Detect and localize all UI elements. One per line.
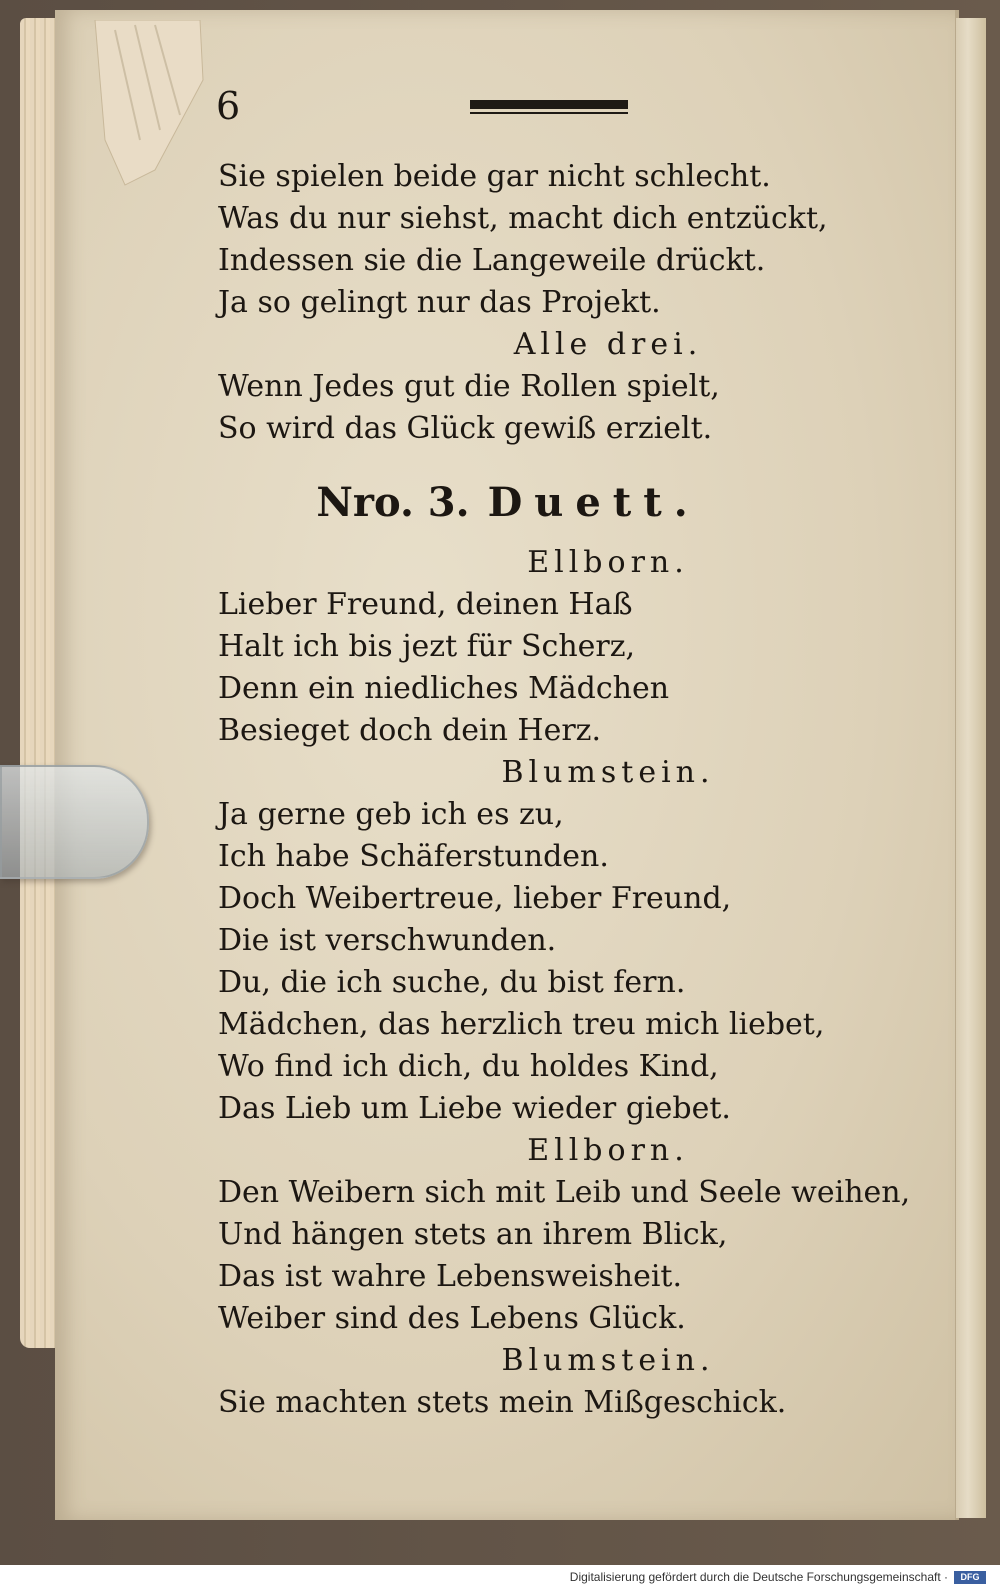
verse-line: Den Weibern sich mit Leib und Seele weihen, <box>218 1175 911 1210</box>
speaker-label: Alle drei. <box>513 327 703 362</box>
dfg-logo: DFG <box>954 1571 986 1584</box>
verse-line: Besieget doch dein Herz. <box>218 713 602 748</box>
page-number: 6 <box>216 84 241 128</box>
speaker-label: Blumstein. <box>501 1343 715 1378</box>
verse-line: Denn ein niedliches Mädchen <box>218 671 670 706</box>
speaker-label: Ellborn. <box>527 545 689 580</box>
verse-line: Sie machten stets mein Mißgeschick. <box>218 1385 787 1420</box>
verse-line: Was du nur siehst, macht dich entzückt, <box>218 201 828 236</box>
verse-line: So wird das Glück gewiß erzielt. <box>218 411 713 446</box>
heading-number: Nro. 3. <box>316 479 470 526</box>
folded-corner <box>85 20 205 190</box>
speaker-label: Blumstein. <box>501 755 715 790</box>
verse-line: Weiber sind des Lebens Glück. <box>218 1301 686 1336</box>
verse-line: Ja gerne geb ich es zu, <box>218 797 564 832</box>
verse-line: Doch Weibertreue, lieber Freund, <box>218 881 732 916</box>
verse-line: Sie spielen beide gar nicht schlecht. <box>218 159 771 194</box>
text-block <box>218 156 918 1424</box>
verse-line: Das ist wahre Lebensweisheit. <box>218 1259 683 1294</box>
header-rule <box>470 100 628 114</box>
speaker-label: Ellborn. <box>527 1133 689 1168</box>
verse-line: Ja so gelingt nur das Projekt. <box>218 285 661 320</box>
footer-bar <box>0 1565 1000 1590</box>
footer-credit: Digitalisierung gefördert durch die Deutsche Forschungsgemeinschaft · <box>569 1570 948 1584</box>
verse-line: Das Lieb um Liebe wieder giebet. <box>218 1091 731 1126</box>
heading-title: Duett. <box>487 479 700 526</box>
verse-line: Indessen sie die Langeweile drückt. <box>218 243 766 278</box>
verse-line: Lieber Freund, deinen Haß <box>218 587 633 622</box>
verse-line: Wo find ich dich, du holdes Kind, <box>218 1049 719 1084</box>
verse-line: Die ist verschwunden. <box>218 923 557 958</box>
verse-line: Ich habe Schäferstunden. <box>218 839 609 874</box>
verse-line: Du, die ich suche, du bist fern. <box>218 965 686 1000</box>
facing-page-edge <box>956 18 986 1518</box>
section-heading <box>218 474 918 532</box>
plastic-clip <box>0 765 149 879</box>
verse-line: Wenn Jedes gut die Rollen spielt, <box>218 369 720 404</box>
verse-line: Und hängen stets an ihrem Blick, <box>218 1217 728 1252</box>
verse-line: Mädchen, das herzlich treu mich liebet, <box>218 1007 825 1042</box>
verse-line: Halt ich bis jezt für Scherz, <box>218 629 636 664</box>
